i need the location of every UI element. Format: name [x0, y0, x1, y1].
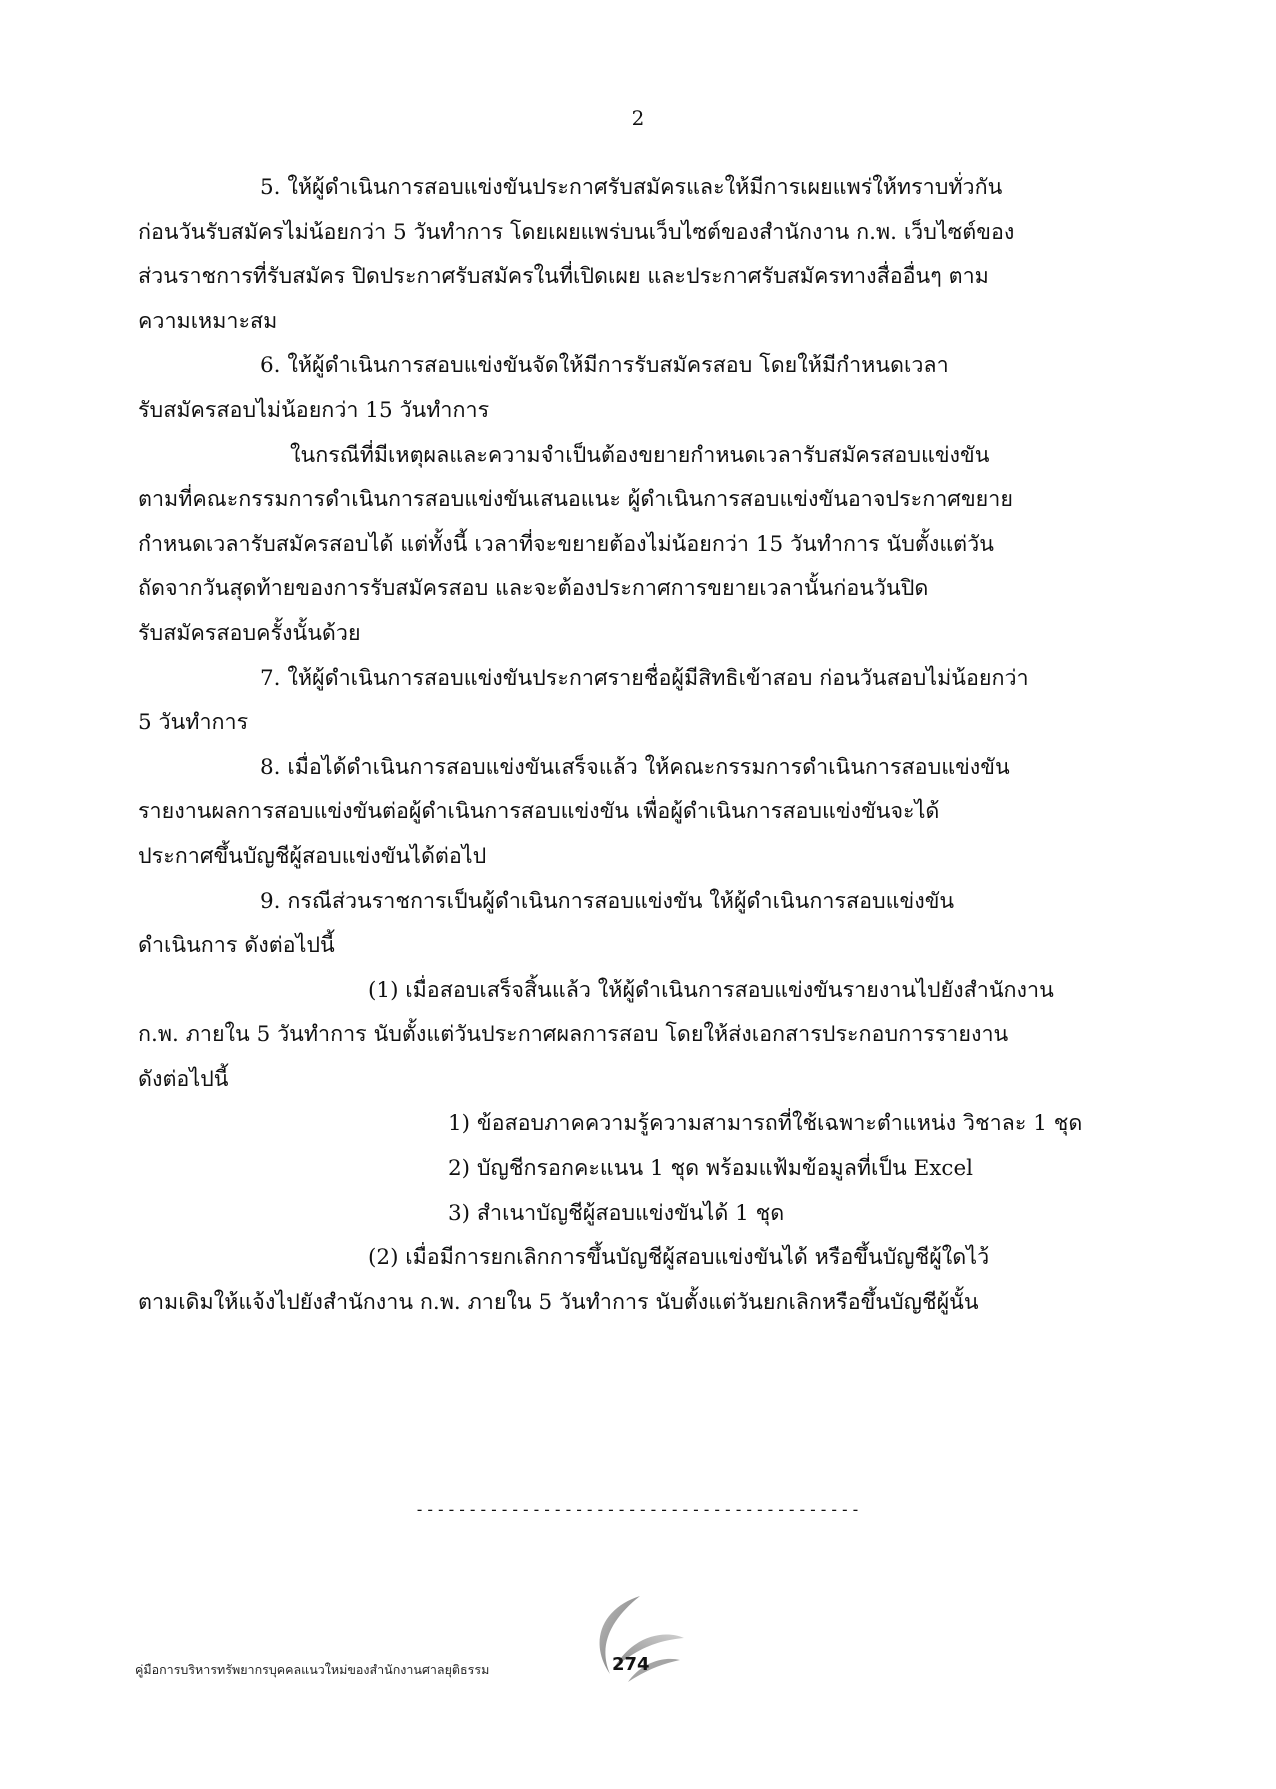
paragraph-line: (2) เมื่อมีการยกเลิกการขึ้นบัญชีผู้สอบแข่งขันได้ หรือขึ้นบัญชีผู้ใดไว้ [368, 1245, 990, 1271]
document-list [138, 1102, 1118, 1236]
paragraph-9 [138, 880, 1118, 969]
paragraph-8 [138, 746, 1118, 880]
paragraph-line: ส่วนราชการที่รับสมัคร ปิดประกาศรับสมัครในที่เปิดเผย และประกาศรับสมัครทางสื่ออื่นๆ ตาม [138, 264, 989, 290]
paragraph-line: 6. ให้ผู้ดำเนินการสอบแข่งขันจัดให้มีการรับสมัครสอบ โดยให้มีกำหนดเวลา [260, 353, 949, 379]
list-item: 3) สำเนาบัญชีผู้สอบแข่งขันได้ 1 ชุด [448, 1200, 785, 1226]
list-item: 1) ข้อสอบภาคความรู้ความสามารถที่ใช้เฉพาะตำแหน่ง วิชาละ 1 ชุด [448, 1111, 1083, 1137]
paragraph-line: ดำเนินการ ดังต่อไปนี้ [138, 933, 335, 959]
paragraph-line: ดังต่อไปนี้ [138, 1066, 229, 1092]
swoosh-logo-icon [580, 1590, 690, 1690]
paragraph-line: กำหนดเวลารับสมัครสอบได้ แต่ทั้งนี้ เวลาที่จะขยายต้องไม่น้อยกว่า 15 วันทำการ นับตั้งแต่วัน [138, 531, 994, 557]
paragraph-line: รับสมัครสอบไม่น้อยกว่า 15 วันทำการ [138, 397, 490, 423]
paragraph-5 [138, 166, 1118, 344]
paragraph-line: รายงานผลการสอบแข่งขันต่อผู้ดำเนินการสอบแข่งขัน เพื่อผู้ดำเนินการสอบแข่งขันจะได้ [138, 799, 940, 825]
paragraph-line: (1) เมื่อสอบเสร็จสิ้นแล้ว ให้ผู้ดำเนินการสอบแข่งขันรายงานไปยังสำนักงาน [368, 977, 1054, 1003]
paragraph-line: ถัดจากวันสุดท้ายของการรับสมัครสอบ และจะต้องประกาศการขยายเวลานั้นก่อนวันปิด [138, 576, 929, 602]
paragraph-line: รับสมัครสอบครั้งนั้นด้วย [138, 620, 361, 646]
paragraph-line: ก่อนวันรับสมัครไม่น้อยกว่า 5 วันทำการ โดยเผยแพร่บนเว็บไซต์ของสำนักงาน ก.พ. เว็บไซต์ของ [138, 219, 1015, 245]
footer-title: คู่มือการบริหารทรัพยากรบุคคลแนวใหม่ของสำนักงานศาลยุติธรรม [135, 1662, 490, 1677]
paragraph-line: 7. ให้ผู้ดำเนินการสอบแข่งขันประกาศรายชื่อผู้มีสิทธิเข้าสอบ ก่อนวันสอบไม่น้อยกว่า [260, 665, 1029, 691]
separator-line: ------------------------------------------ [414, 1500, 862, 1519]
paragraph-line: ก.พ. ภายใน 5 วันทำการ นับตั้งแต่วันประกาศผลการสอบ โดยให้ส่งเอกสารประกอบการรายงาน [138, 1022, 1009, 1048]
paragraph-9-2 [138, 1236, 1118, 1325]
paragraph-line: ตามเดิมให้แจ้งไปยังสำนักงาน ก.พ. ภายใน 5 วันทำการ นับตั้งแต่วันยกเลิกหรือขึ้นบัญชีผู้นั้น [138, 1289, 979, 1315]
paragraph-line: 5 วันทำการ [138, 710, 249, 736]
paragraph-7 [138, 657, 1118, 746]
document-body [138, 166, 1118, 1325]
paragraph-line: 9. กรณีส่วนราชการเป็นผู้ดำเนินการสอบแข่งขัน ให้ผู้ดำเนินการสอบแข่งขัน [260, 888, 955, 914]
paragraph-6 [138, 344, 1118, 433]
paragraph-line: ความเหมาะสม [138, 308, 278, 334]
paragraph-line: 5. ให้ผู้ดำเนินการสอบแข่งขันประกาศรับสมัครและให้มีการเผยแพร่ให้ทราบทั่วกัน [260, 175, 1003, 200]
paragraph-line: ตามที่คณะกรรมการดำเนินการสอบแข่งขันเสนอแนะ ผู้ดำเนินการสอบแข่งขันอาจประกาศขยาย [138, 487, 1013, 513]
paragraph-line: ประกาศขึ้นบัญชีผู้สอบแข่งขันได้ต่อไป [138, 843, 487, 869]
page-number: 2 [631, 106, 645, 130]
paragraph-6-extension [138, 434, 1118, 657]
list-item: 2) บัญชีกรอกคะแนน 1 ชุด พร้อมแฟ้มข้อมูลที่เป็น Excel [448, 1156, 974, 1182]
paragraph-line: 8. เมื่อได้ดำเนินการสอบแข่งขันเสร็จแล้ว ให้คณะกรรมการดำเนินการสอบแข่งขัน [260, 754, 1010, 780]
paragraph-line: ในกรณีที่มีเหตุผลและความจำเป็นต้องขยายกำหนดเวลารับสมัครสอบแข่งขัน [290, 442, 990, 468]
paragraph-9-1 [138, 969, 1118, 1103]
footer-page-number: 274 [612, 1654, 650, 1675]
